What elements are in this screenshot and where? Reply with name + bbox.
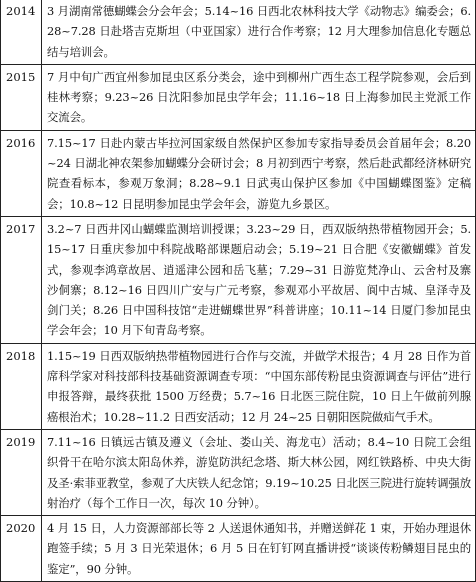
event-cell: 7.15~17 日赴内蒙古毕拉河国家级自然保护区参加专家指导委员会首届年会；8.20~24 日湖北神农架参加蝴蝶分会研讨会；8 月初到西宁考察，然后赴武都经济林研究院查看标本，参观万象洞；8.28~9.1 日武夷山保护区参加《中国蝴蝶图鉴》定稿会；10.8~12 日昆明参加昆虫学会年会，游览九乡景区。 <box>42 130 476 216</box>
event-cell: 3 月湖南常德蝴蝶会分会年会；5.14~16 日西北农林科技大学《动物志》编委会；6.28~7.28 日赴塔吉克斯坦（中亚国家）进行合作考察；12 月大理参加信息化专题总结与培训会。 <box>42 0 476 64</box>
event-cell: 4 月 15 日，人力资源部部长等 2 人送退休通知书，并赠送鲜花 1 束，开始办理退休跑签手续；5 月 3 日光荣退休；6 月 5 日在钉钉网直播讲授“谈谈传粉鳞翅目昆虫的鉴定”，90 分钟。 <box>42 516 476 582</box>
event-cell: 1.15~19 日西双版纳热带植物园进行合作与交流，并做学术报告；4 月 28 日作为首席科学家对科技部科技基础资源调查专项：“中国东部传粉昆虫资源调查与评估”进行申报答辩，最终获批 1500 万经费；5.7~16 日北医三院住院，10 日上午做前列腺癌根治术；10.28~11.2 日西安活动；12 月 24~25 日朝阳医院做疝气手术。 <box>42 343 476 429</box>
table-row <box>1 343 476 429</box>
table-row <box>1 130 476 216</box>
year-cell: 2018 <box>1 343 42 429</box>
table-row <box>1 216 476 343</box>
table-row <box>1 0 476 64</box>
table-row <box>1 429 476 515</box>
year-cell: 2016 <box>1 130 42 216</box>
event-cell: 3.2~7 日西井冈山蝴蝶监测培训授课；3.23~29 日，西双版纳热带植物园开会；5.15~17 日重庆参加中科院战略部课题启动会；5.19~21 日合肥《安徽蝴蝶》首发式，参观李鸿章故居、逍遥津公园和岳飞墓；7.29~31 日游览梵净山、云舍村及寨沙侗寨；8.12~16 日四川广安与广元考察，参观邓小平故居、阆中古城、皇泽寺及剑门关；8.26 日中国科技馆“走进蝴蝶世界”科普讲座；10.11~14 日厦门参加昆虫学会年会；10 月下旬青岛考察。 <box>42 216 476 343</box>
table-row <box>1 516 476 582</box>
year-cell: 2017 <box>1 216 42 343</box>
year-cell: 2015 <box>1 64 42 130</box>
table-row <box>1 64 476 130</box>
event-cell: 7.11~16 日镇远古镇及遵义（会址、娄山关、海龙屯）活动；8.4~10 日院工会组织骨干在哈尔滨太阳岛休养，游览防洪纪念塔、斯大林公园，网红铁路桥、中央大街及圣·索菲亚教堂，参观了大庆铁人纪念馆；9.19~10.25 日北医三院进行旋转调强放射治疗（每个工作日一次，每次 10 分钟）。 <box>42 429 476 515</box>
year-cell: 2020 <box>1 516 42 582</box>
year-cell: 2014 <box>1 0 42 64</box>
year-cell: 2019 <box>1 429 42 515</box>
event-cell: 7 月中旬广西宜州参加昆虫区系分类会，途中到柳州广西生态工程学院参观，会后到桂林考察；9.23~26 日沈阳参加昆虫学年会；11.16~18 日上海参加民主党派工作交流会。 <box>42 64 476 130</box>
